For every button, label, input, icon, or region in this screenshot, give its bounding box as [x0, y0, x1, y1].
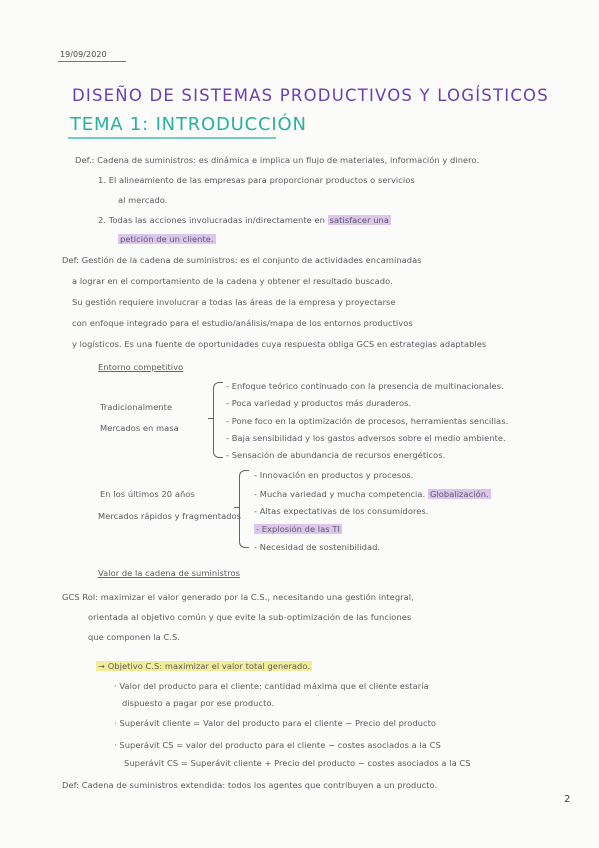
gcs-rol-line3: que componen la C.S.: [88, 632, 180, 642]
section-title: TEMA 1: INTRODUCCIÓN: [70, 114, 307, 135]
recent-item-highlight: Globalización.: [429, 489, 489, 499]
def-item-2a: [98, 215, 391, 225]
trad-item: - Pone foco en la optimización de procesos, herramientas sencillas.: [226, 416, 509, 426]
trad-sublabel: Mercados en masa: [100, 423, 179, 433]
recent-label: En los últimos 20 años: [100, 489, 195, 499]
gcs-rol-line2: orientada al objetivo común y que evite la sub-optimización de las funciones: [88, 612, 412, 622]
trad-brace: [213, 382, 223, 458]
trad-item: - Sensación de abundancia de recursos energéticos.: [226, 450, 446, 460]
entorno-heading: Entorno competitivo: [98, 362, 184, 372]
trad-brace-tip: [208, 418, 213, 419]
recent-item: - Innovación en productos y procesos.: [254, 470, 414, 480]
def-item-2a-text: 2. Todas las acciones involucradas in/directamente en: [98, 215, 325, 225]
recent-item: - Altas expectativas de los consumidores.: [254, 506, 429, 516]
valor-bullet: · Superávit cliente = Valor del producto para el cliente − Precio del producto: [114, 718, 436, 728]
date-label: 19/09/2020: [60, 50, 107, 59]
valor-bullet: · Superávit CS = valor del producto para el cliente − costes asociados a la CS: [114, 740, 441, 750]
def-item-1a: 1. El alineamiento de las empresas para proporcionar productos o servicios: [98, 175, 415, 185]
def-cadena-suministros: Def.: Cadena de suministros: es dinámica e implica un flujo de materiales, información y dinero.: [75, 155, 480, 165]
page-title: DISEÑO DE SISTEMAS PRODUCTIVOS Y LOGÍSTICOS: [72, 86, 549, 105]
recent-brace-tip: [234, 507, 239, 508]
recent-item: - Necesidad de sostenibilidad.: [254, 542, 381, 552]
page-number: 2: [564, 794, 571, 805]
def-gestion-line2: a lograr en el comportamiento de la cadena y obtener el resultado buscado.: [72, 276, 393, 286]
def-item-2b: [118, 234, 216, 244]
valor-bullet: · Valor del producto para el cliente: cantidad máxima que el cliente estaría: [114, 681, 429, 691]
def-gestion-line4: con enfoque integrado para el estudio/análisis/mapa de los entornos productivos: [72, 318, 413, 328]
valor-bullet-cont: dispuesto a pagar por ese producto.: [122, 698, 275, 708]
objetivo-cs-highlight: → Objetivo C.S: maximizar el valor total generado.: [98, 661, 311, 671]
date-underline: [58, 61, 126, 62]
trad-item: - Enfoque teórico continuado con la presencia de multinacionales.: [226, 381, 504, 391]
trad-label: Tradicionalmente: [100, 402, 173, 412]
recent-item: [254, 524, 342, 534]
def-gestion-line3: Su gestión requiere involucrar a todas las áreas de la empresa y proyectarse: [72, 297, 396, 307]
def-item-1b: al mercado.: [118, 195, 168, 205]
def-gestion-line5: y logísticos. Es una fuente de oportunidades cuya respuesta obliga GCS en estrategias adaptables: [72, 339, 487, 349]
valor-bullet-cont: Superávit CS = Superávit cliente + Precio del producto − costes asociados a la CS: [124, 758, 471, 768]
gcs-rol-line1: GCS Rol: maximizar el valor generado por la C.S., necesitando una gestión integral,: [62, 592, 414, 602]
def-cadena-extendida: Def: Cadena de suministros extendida: todos los agentes que contribuyen a un producto.: [62, 780, 438, 790]
trad-item: - Baja sensibilidad y los gastos adversos sobre el medio ambiente.: [226, 433, 506, 443]
recent-item-text: - Mucha variedad y mucha competencia.: [254, 489, 426, 499]
valor-heading: Valor de la cadena de suministros: [98, 568, 240, 578]
section-title-underline: [68, 137, 276, 139]
trad-item: - Poca variedad y productos más duraderos.: [226, 398, 412, 408]
def-item-2a-highlight: satisfacer una: [329, 215, 389, 225]
recent-item-highlight: - Explosión de las TI: [256, 524, 340, 534]
def-gestion-line1: Def: Gestión de la cadena de suministros: es el conjunto de actividades encaminadas: [62, 255, 422, 265]
recent-brace: [239, 470, 249, 548]
def-item-2b-highlight: petición de un cliente.: [120, 234, 214, 244]
objetivo-cs: [96, 661, 312, 671]
recent-sublabel: Mercados rápidos y fragmentados: [98, 511, 242, 521]
recent-item: [254, 489, 491, 499]
